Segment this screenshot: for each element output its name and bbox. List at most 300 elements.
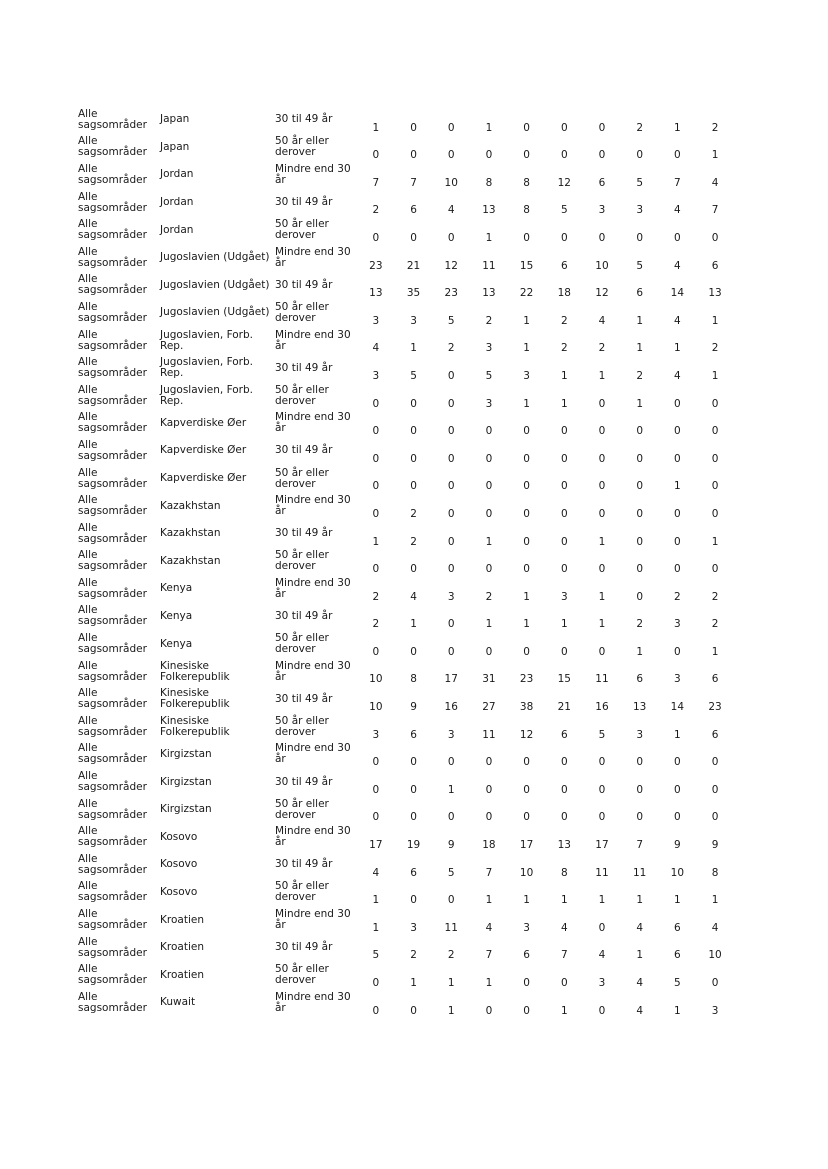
case-area-cell: Alle sagsområder	[78, 383, 147, 407]
value-cell: 7	[674, 176, 681, 189]
age-group-cell: 30 til 49 år	[275, 692, 333, 705]
case-area-cell: Alle sagsområder	[78, 659, 147, 683]
value-cell: 0	[674, 563, 681, 576]
statistics-table	[78, 106, 734, 1017]
value-cell: 1	[598, 535, 606, 548]
value-cell: 1	[674, 728, 681, 741]
value-cell: 14	[670, 287, 685, 300]
value-cell: 13	[369, 287, 383, 300]
value-cell: 0	[523, 452, 530, 465]
age-group-cell: Mindre end 30 år	[275, 162, 351, 186]
value-cell: 1	[711, 149, 719, 162]
age-group-cell: 30 til 49 år	[275, 278, 333, 291]
age-group-cell: Mindre end 30 år	[275, 825, 351, 849]
table-row	[78, 658, 734, 686]
table-row	[78, 713, 734, 741]
table-row	[78, 934, 734, 962]
value-cell: 0	[598, 452, 606, 465]
value-cell: 0	[636, 507, 643, 520]
value-cell: 10	[708, 949, 722, 962]
value-cell: 0	[447, 535, 455, 548]
value-cell: 4	[485, 921, 493, 934]
country-cell: Kosovo	[160, 830, 198, 843]
value-cell: 0	[636, 783, 643, 796]
value-cell: 0	[485, 480, 493, 493]
value-cell: 0	[674, 452, 681, 465]
value-cell: 4	[711, 921, 719, 934]
value-cell: 0	[674, 425, 681, 438]
value-cell: 0	[523, 535, 530, 548]
value-cell: 15	[557, 673, 571, 686]
age-group-cell: 50 år eller derover	[275, 797, 329, 821]
value-cell: 27	[482, 701, 496, 714]
case-area-cell: Alle sagsområder	[78, 300, 147, 324]
value-cell: 0	[674, 756, 681, 769]
case-area-cell: Alle sagsområder	[78, 190, 147, 214]
case-area-cell: Alle sagsområder	[78, 521, 147, 545]
value-cell: 0	[485, 811, 493, 824]
value-cell: 0	[485, 756, 493, 769]
value-cell: 0	[711, 397, 719, 410]
value-cell: 0	[523, 507, 530, 520]
value-cell: 1	[447, 783, 455, 796]
value-cell: 0	[598, 397, 606, 410]
value-cell: 0	[636, 231, 643, 244]
value-cell: 6	[636, 287, 643, 300]
value-cell: 3	[523, 369, 530, 382]
country-cell: Kenya	[160, 609, 193, 622]
age-group-cell: 30 til 49 år	[275, 444, 333, 457]
value-cell: 2	[711, 121, 719, 134]
case-area-cell: Alle sagsområder	[78, 411, 147, 435]
value-cell: 12	[444, 259, 458, 272]
country-cell: Jugoslavien, Forb. Rep.	[160, 383, 253, 407]
value-cell: 3	[523, 921, 530, 934]
age-group-cell: 30 til 49 år	[275, 858, 333, 871]
value-cell: 0	[560, 149, 568, 162]
value-cell: 2	[372, 590, 380, 603]
country-cell: Kenya	[160, 582, 193, 595]
value-cell: 6	[674, 921, 681, 934]
value-cell: 17	[369, 839, 383, 852]
value-cell: 0	[410, 811, 417, 824]
value-cell: 6	[410, 866, 417, 879]
value-cell: 1	[485, 977, 493, 989]
value-cell: 0	[523, 811, 530, 824]
age-group-cell: 30 til 49 år	[275, 941, 333, 954]
value-cell: 0	[674, 783, 681, 796]
value-cell: 7	[560, 949, 568, 962]
country-cell: Kenya	[160, 637, 193, 650]
value-cell: 0	[410, 397, 417, 410]
value-cell: 1	[485, 535, 493, 548]
country-cell: Jugoslavien (Udgået)	[160, 306, 270, 319]
age-group-cell: 30 til 49 år	[275, 527, 333, 540]
value-cell: 0	[636, 756, 643, 769]
value-cell: 6	[636, 673, 643, 686]
value-cell: 6	[410, 728, 417, 741]
table-row	[78, 410, 734, 438]
value-cell: 0	[636, 563, 643, 576]
age-group-cell: 50 år eller derover	[275, 466, 329, 490]
value-cell: 1	[636, 949, 643, 962]
value-cell: 1	[372, 894, 380, 907]
case-area-cell: Alle sagsområder	[78, 604, 147, 628]
value-cell: 6	[523, 949, 530, 962]
value-cell: 4	[711, 176, 719, 189]
value-cell: 0	[560, 535, 568, 548]
case-area-cell: Alle sagsområder	[78, 135, 147, 159]
value-cell: 9	[447, 839, 455, 852]
value-cell: 0	[711, 783, 719, 796]
country-cell: Kosovo	[160, 858, 198, 871]
case-area-cell: Alle sagsområder	[78, 852, 147, 876]
value-cell: 4	[674, 204, 681, 217]
value-cell: 0	[674, 231, 681, 244]
value-cell: 1	[711, 369, 719, 382]
age-group-cell: 30 til 49 år	[275, 113, 333, 126]
value-cell: 0	[447, 756, 455, 769]
value-cell: 0	[523, 783, 530, 796]
value-cell: 2	[410, 535, 417, 548]
age-group-cell: Mindre end 30 år	[275, 494, 351, 518]
value-cell: 4	[447, 204, 455, 217]
value-cell: 4	[636, 977, 643, 989]
value-cell: 0	[560, 783, 568, 796]
value-cell: 2	[711, 342, 719, 355]
value-cell: 0	[636, 590, 643, 603]
value-cell: 3	[636, 204, 643, 217]
value-cell: 1	[598, 590, 606, 603]
value-cell: 1	[410, 342, 417, 355]
country-cell: Kazakhstan	[160, 527, 221, 540]
value-cell: 6	[598, 176, 606, 189]
case-area-cell: Alle sagsområder	[78, 825, 147, 849]
case-area-cell: Alle sagsområder	[78, 797, 147, 821]
value-cell: 5	[636, 259, 643, 272]
country-cell: Kinesiske Folkerepublik	[160, 714, 230, 738]
value-cell: 1	[523, 342, 530, 355]
value-cell: 0	[560, 452, 568, 465]
country-cell: Jordan	[160, 168, 194, 181]
table-body	[78, 106, 734, 1017]
case-area-cell: Alle sagsområder	[78, 273, 147, 297]
value-cell: 0	[523, 480, 530, 493]
value-cell: 2	[711, 618, 719, 631]
value-cell: 21	[406, 259, 421, 272]
value-cell: 5	[410, 369, 417, 382]
country-cell: Kapverdiske Øer	[160, 444, 247, 457]
value-cell: 0	[485, 452, 493, 465]
value-cell: 18	[557, 287, 571, 300]
value-cell: 2	[636, 618, 643, 631]
value-cell: 17	[595, 839, 609, 852]
value-cell: 0	[711, 563, 719, 576]
value-cell: 1	[674, 894, 681, 907]
value-cell: 3	[674, 673, 681, 686]
value-cell: 0	[711, 452, 719, 465]
value-cell: 3	[447, 728, 455, 741]
value-cell: 16	[595, 701, 609, 714]
value-cell: 4	[636, 921, 643, 934]
table-row	[78, 134, 734, 162]
case-area-cell: Alle sagsområder	[78, 576, 147, 600]
value-cell: 0	[636, 811, 643, 824]
case-area-cell: Alle sagsområder	[78, 218, 147, 242]
case-area-cell: Alle sagsområder	[78, 438, 147, 462]
value-cell: 0	[485, 563, 493, 576]
value-cell: 1	[560, 1004, 568, 1017]
country-cell: Kapverdiske Øer	[160, 416, 247, 429]
age-group-cell: 50 år eller derover	[275, 714, 329, 738]
value-cell: 7	[485, 866, 493, 879]
value-cell: 3	[372, 369, 380, 382]
value-cell: 0	[410, 563, 417, 576]
country-cell: Kirgizstan	[160, 747, 212, 760]
value-cell: 0	[372, 811, 380, 824]
value-cell: 21	[557, 701, 571, 714]
value-cell: 2	[636, 121, 643, 134]
value-cell: 4	[410, 590, 417, 603]
value-cell: 0	[372, 480, 380, 493]
value-cell: 0	[485, 425, 493, 438]
case-area-cell: Alle sagsområder	[78, 742, 147, 766]
value-cell: 16	[444, 701, 458, 714]
table-row	[78, 382, 734, 410]
table-row	[78, 327, 734, 355]
value-cell: 0	[598, 921, 606, 934]
value-cell: 0	[372, 977, 380, 989]
value-cell: 0	[447, 121, 455, 134]
value-cell: 1	[410, 618, 417, 631]
value-cell: 0	[447, 645, 455, 658]
country-cell: Kuwait	[160, 996, 196, 1009]
value-cell: 0	[560, 811, 568, 824]
value-cell: 1	[523, 894, 530, 907]
country-cell: Kinesiske Folkerepublik	[160, 659, 230, 683]
table-row	[78, 492, 734, 520]
value-cell: 1	[711, 894, 719, 907]
value-cell: 5	[447, 314, 455, 327]
value-cell: 0	[410, 783, 417, 796]
value-cell: 5	[560, 204, 568, 217]
value-cell: 13	[632, 701, 647, 714]
value-cell: 0	[410, 756, 417, 769]
value-cell: 18	[482, 839, 496, 852]
value-cell: 0	[523, 756, 530, 769]
case-area-cell: Alle sagsområder	[78, 770, 147, 794]
value-cell: 1	[485, 618, 493, 631]
value-cell: 0	[560, 563, 568, 576]
age-group-cell: 50 år eller derover	[275, 632, 329, 656]
country-cell: Kirgizstan	[160, 803, 212, 816]
value-cell: 22	[519, 287, 534, 300]
value-cell: 6	[711, 728, 719, 741]
value-cell: 1	[372, 535, 380, 548]
value-cell: 0	[485, 1004, 493, 1017]
value-cell: 4	[674, 369, 681, 382]
value-cell: 2	[485, 314, 493, 327]
age-group-cell: 50 år eller derover	[275, 880, 329, 904]
value-cell: 3	[410, 921, 417, 934]
value-cell: 0	[523, 645, 530, 658]
value-cell: 12	[557, 176, 571, 189]
value-cell: 0	[560, 645, 568, 658]
value-cell: 0	[485, 149, 493, 162]
value-cell: 4	[560, 921, 568, 934]
value-cell: 0	[598, 121, 606, 134]
table-row	[78, 989, 734, 1017]
table-row	[78, 354, 734, 382]
value-cell: 15	[519, 259, 534, 272]
value-cell: 0	[636, 535, 643, 548]
value-cell: 6	[410, 204, 417, 217]
value-cell: 0	[711, 811, 719, 824]
value-cell: 2	[560, 342, 568, 355]
table-row	[78, 272, 734, 300]
value-cell: 4	[598, 314, 606, 327]
value-cell: 0	[372, 645, 380, 658]
value-cell: 0	[636, 149, 643, 162]
value-cell: 2	[447, 342, 455, 355]
table-row	[78, 465, 734, 493]
value-cell: 0	[410, 121, 417, 134]
value-cell: 7	[410, 176, 417, 189]
value-cell: 3	[598, 977, 606, 989]
value-cell: 7	[372, 176, 380, 189]
value-cell: 4	[372, 342, 380, 355]
value-cell: 0	[711, 756, 719, 769]
table-row	[78, 106, 734, 134]
value-cell: 7	[711, 204, 719, 217]
value-cell: 6	[674, 949, 681, 962]
country-cell: Jugoslavien (Udgået)	[160, 251, 270, 264]
case-area-cell: Alle sagsområder	[78, 328, 147, 352]
value-cell: 0	[711, 425, 719, 438]
value-cell: 0	[523, 149, 530, 162]
value-cell: 1	[636, 342, 643, 355]
value-cell: 0	[410, 231, 417, 244]
value-cell: 1	[711, 645, 719, 658]
value-cell: 3	[560, 590, 568, 603]
case-area-cell: Alle sagsområder	[78, 880, 147, 904]
case-area-cell: Alle sagsområder	[78, 687, 147, 711]
country-cell: Jugoslavien, Forb. Rep.	[160, 356, 253, 380]
value-cell: 1	[674, 342, 681, 355]
value-cell: 8	[560, 866, 568, 879]
case-area-cell: Alle sagsområder	[78, 162, 147, 186]
value-cell: 13	[557, 839, 571, 852]
value-cell: 19	[406, 839, 421, 852]
value-cell: 38	[519, 701, 534, 714]
value-cell: 6	[560, 728, 568, 741]
table-row	[78, 548, 734, 576]
age-group-cell: 30 til 49 år	[275, 775, 333, 788]
country-cell: Jordan	[160, 223, 194, 236]
value-cell: 0	[447, 563, 455, 576]
value-cell: 3	[711, 1004, 719, 1017]
value-cell: 5	[598, 728, 606, 741]
value-cell: 12	[519, 728, 534, 741]
age-group-cell: 50 år eller derover	[275, 218, 329, 242]
country-cell: Kazakhstan	[160, 554, 221, 567]
age-group-cell: 50 år eller derover	[275, 549, 329, 573]
value-cell: 1	[711, 535, 719, 548]
age-group-cell: 30 til 49 år	[275, 196, 333, 209]
value-cell: 13	[482, 204, 496, 217]
value-cell: 4	[636, 1004, 643, 1017]
value-cell: 10	[670, 866, 685, 879]
case-area-cell: Alle sagsområder	[78, 963, 147, 987]
country-cell: Japan	[160, 113, 190, 126]
value-cell: 0	[598, 756, 606, 769]
value-cell: 0	[410, 894, 417, 907]
table-row	[78, 575, 734, 603]
case-area-cell: Alle sagsområder	[78, 990, 147, 1014]
value-cell: 1	[447, 977, 455, 989]
value-cell: 0	[372, 425, 380, 438]
age-group-cell: 50 år eller derover	[275, 383, 329, 407]
country-cell: Jugoslavien (Udgået)	[160, 278, 270, 291]
value-cell: 35	[406, 287, 421, 300]
value-cell: 8	[523, 176, 530, 189]
value-cell: 1	[674, 1004, 681, 1017]
value-cell: 14	[670, 701, 685, 714]
value-cell: 4	[598, 949, 606, 962]
value-cell: 0	[711, 977, 719, 989]
value-cell: 0	[447, 452, 455, 465]
country-cell: Kroatien	[160, 968, 204, 981]
value-cell: 10	[444, 176, 458, 189]
value-cell: 0	[636, 480, 643, 493]
value-cell: 6	[711, 259, 719, 272]
value-cell: 0	[560, 425, 568, 438]
country-cell: Kroatien	[160, 941, 204, 954]
value-cell: 1	[598, 618, 606, 631]
value-cell: 0	[523, 977, 530, 989]
value-cell: 17	[519, 839, 534, 852]
value-cell: 0	[523, 231, 530, 244]
value-cell: 0	[598, 231, 606, 244]
country-cell: Kazakhstan	[160, 499, 221, 512]
table-row	[78, 906, 734, 934]
value-cell: 2	[372, 204, 380, 217]
table-row	[78, 603, 734, 631]
value-cell: 1	[636, 314, 643, 327]
case-area-cell: Alle sagsområder	[78, 356, 147, 380]
value-cell: 3	[674, 618, 681, 631]
value-cell: 0	[447, 894, 455, 907]
value-cell: 0	[523, 563, 530, 576]
table-row	[78, 437, 734, 465]
value-cell: 0	[410, 480, 417, 493]
age-group-cell: Mindre end 30 år	[275, 245, 351, 269]
value-cell: 3	[447, 590, 455, 603]
value-cell: 0	[598, 480, 606, 493]
value-cell: 0	[598, 425, 606, 438]
value-cell: 2	[447, 949, 455, 962]
age-group-cell: 50 år eller derover	[275, 135, 329, 159]
country-cell: Japan	[160, 140, 190, 153]
value-cell: 4	[674, 314, 681, 327]
value-cell: 23	[444, 287, 458, 300]
value-cell: 0	[410, 1004, 417, 1017]
value-cell: 0	[598, 563, 606, 576]
value-cell: 1	[636, 645, 643, 658]
value-cell: 11	[595, 866, 609, 879]
value-cell: 0	[372, 1004, 380, 1017]
country-cell: Kroatien	[160, 913, 204, 926]
